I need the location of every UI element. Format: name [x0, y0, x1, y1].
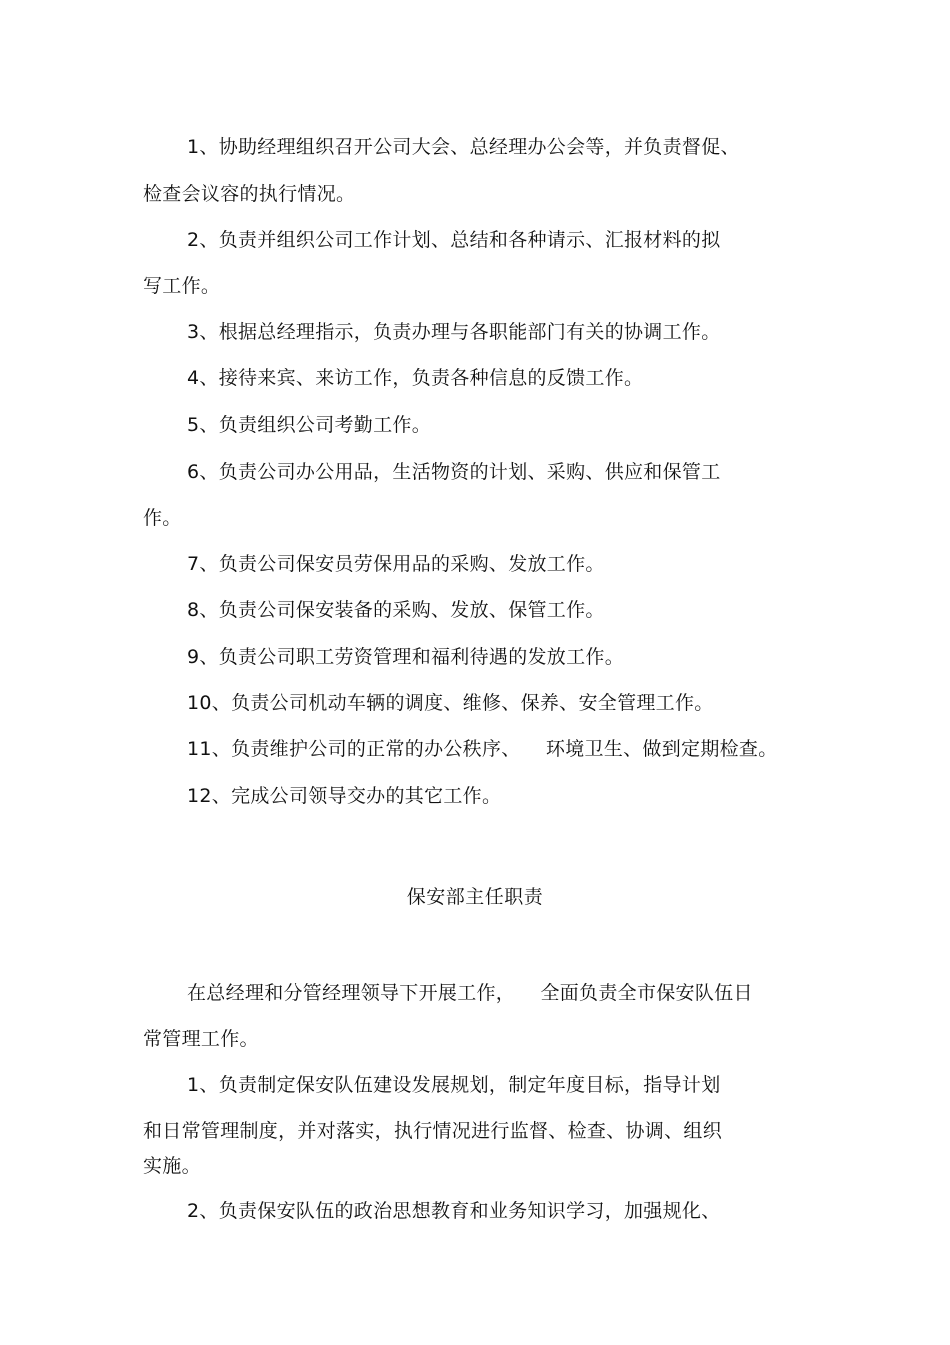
duty-item-2-line-1: 2、负责并组织公司工作计划、总结和各种请示、汇报材料的拟	[187, 229, 721, 251]
duty-item-11: 11、负责维护公司的正常的办公秩序、 环境卫生、做到定期检查。	[187, 738, 778, 760]
intro-line-1: 在总经理和分管经理领导下开展工作， 全面负责全市保安队伍日	[187, 982, 753, 1004]
section-item-1-line-1: 1、负责制定保安队伍建设发展规划，制定年度目标，指导计划	[187, 1074, 721, 1096]
duty-item-5: 5、负责组织公司考勤工作。	[187, 414, 431, 436]
duty-item-7: 7、负责公司保安员劳保用品的采购、发放工作。	[187, 553, 605, 575]
duty-item-8: 8、负责公司保安装备的采购、发放、保管工作。	[187, 599, 605, 621]
section-title: 保安部主任职责	[406, 886, 544, 908]
duty-item-1-line-1: 1、协助经理组织召开公司大会、总经理办公会等，并负责督促、	[187, 136, 740, 158]
duty-item-4: 4、接待来宾、来访工作，负责各种信息的反馈工作。	[187, 367, 644, 389]
duty-item-12: 12、完成公司领导交办的其它工作。	[187, 785, 502, 807]
duty-item-10: 10、负责公司机动车辆的调度、维修、保养、安全管理工作。	[187, 692, 714, 714]
section-item-1-line-3: 实施。	[143, 1155, 201, 1177]
duty-item-3: 3、根据总经理指示，负责办理与各职能部门有关的协调工作。	[187, 321, 721, 343]
duty-item-6-line-2: 作。	[143, 507, 182, 529]
duty-item-6-line-1: 6、负责公司办公用品，生活物资的计划、采购、供应和保管工	[187, 461, 721, 483]
section-item-1-line-2: 和日常管理制度，并对落实，执行情况进行监督、检查、协调、组织	[143, 1120, 723, 1142]
duty-item-1-line-2: 检查会议容的执行情况。	[143, 183, 356, 205]
section-item-2-line-1: 2、负责保安队伍的政治思想教育和业务知识学习，加强规化、	[187, 1200, 721, 1222]
intro-line-2: 常管理工作。	[143, 1028, 259, 1050]
duty-item-9: 9、负责公司职工劳资管理和福利待遇的发放工作。	[187, 646, 624, 668]
duty-item-2-line-2: 写工作。	[143, 275, 221, 297]
